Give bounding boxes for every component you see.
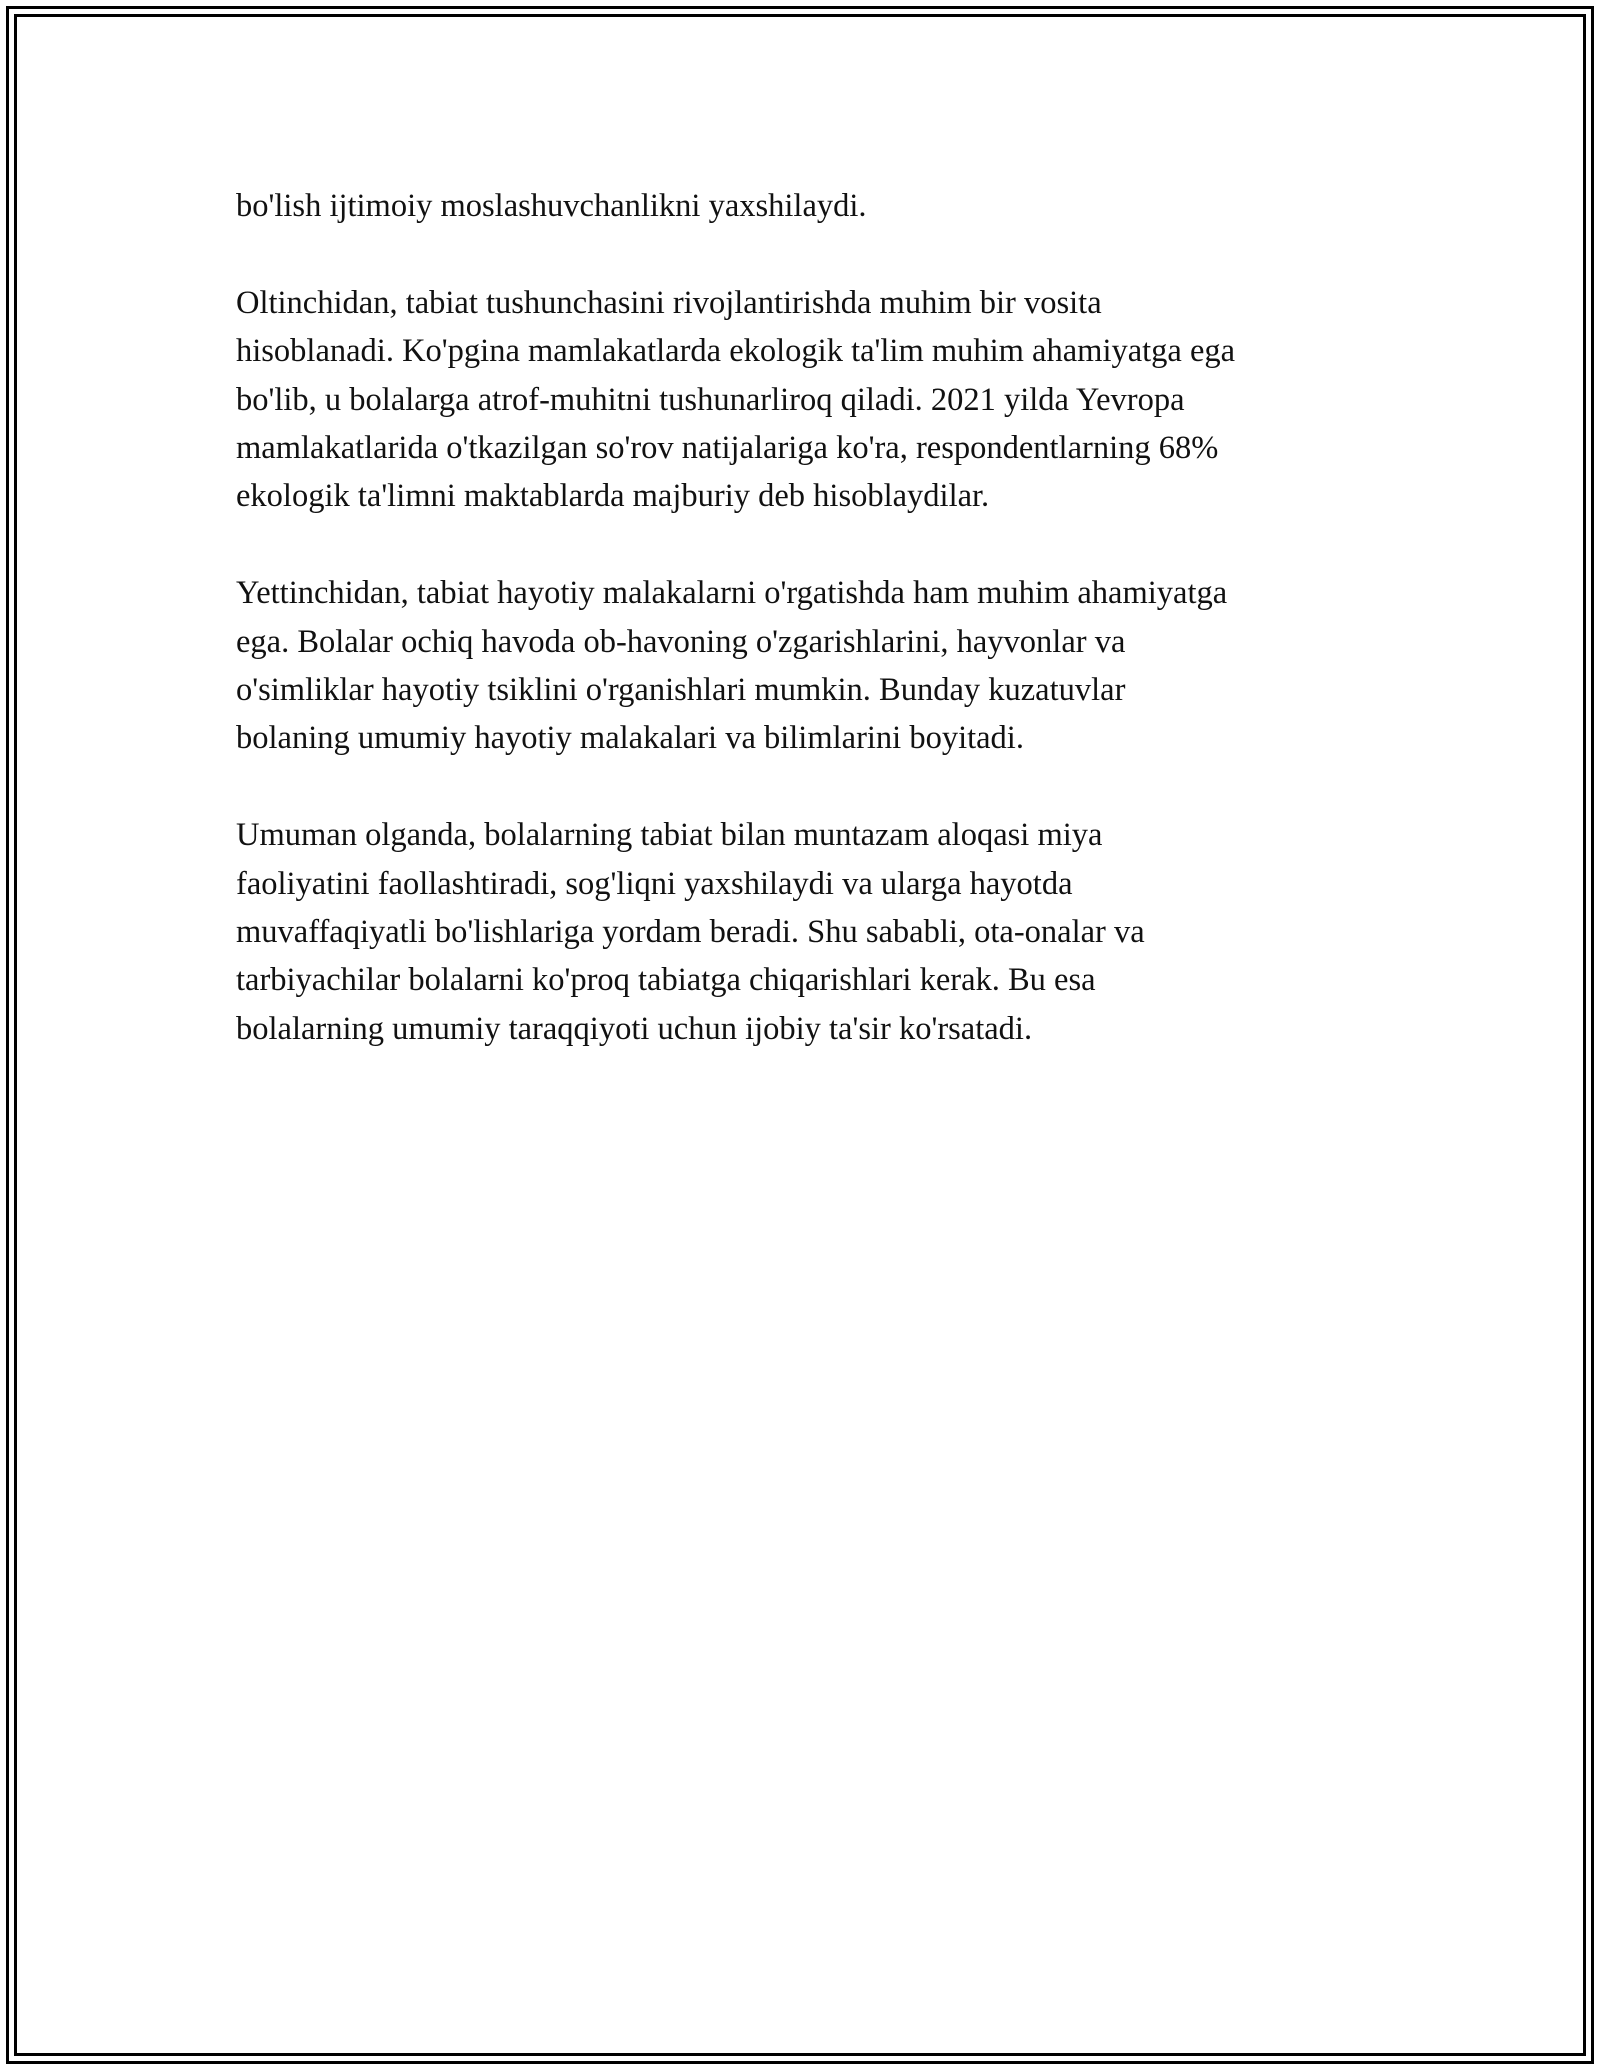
paragraph-conclusion: Umuman olganda, bolalarning tabiat bilan muntazam aloqasi miya faoliyatini faollashtiradi, sog'liqni yaxshilaydi va ularga hayotda muvaffaqiyatli bo'lishlariga yordam beradi. Shu sababli, ota-onalar va tarbiyachilar bolalarni ko'proq tabiatga chiqarishlari kerak. Bu esa bolalarning umumiy taraqqiyoti uchun ijobiy ta'sir ko'rsatadi. [236,817,1145,1047]
paragraph-continuation: bo'lish ijtimoiy moslashuvchanlikni yaxshilaydi. [236,188,867,224]
paragraph-seventh-point: Yettinchidan, tabiat hayotiy malakalarni o'rgatishda ham muhim ahamiyatga ega. Bolalar ochiq havoda ob-havoning o'zgarishlarini, hayvonlar va o'simliklar hayotiy tsiklini o'rganishlari mumkin. Bunday kuzatuvlar bolaning umumiy hayotiy malakalari va bilimlarini boyitadi. [236,575,1228,757]
paragraph-sixth-point: Oltinchidan, tabiat tushunchasini rivojlantirishda muhim bir vosita hisoblanadi. Ko'pgina mamlakatlarda ekologik ta'lim muhim ahamiyatga ega bo'lib, u bolalarga atrof-muhitni tushunarliroq qiladi. 2021 yilda Yevropa mamlakatlarida o'tkazilgan so'rov natijalariga ko'ra, respondentlarning 68% ekologik ta'limni maktablarda majburiy deb hisoblaydilar. [236,284,1236,515]
page-body [236,182,1386,1102]
